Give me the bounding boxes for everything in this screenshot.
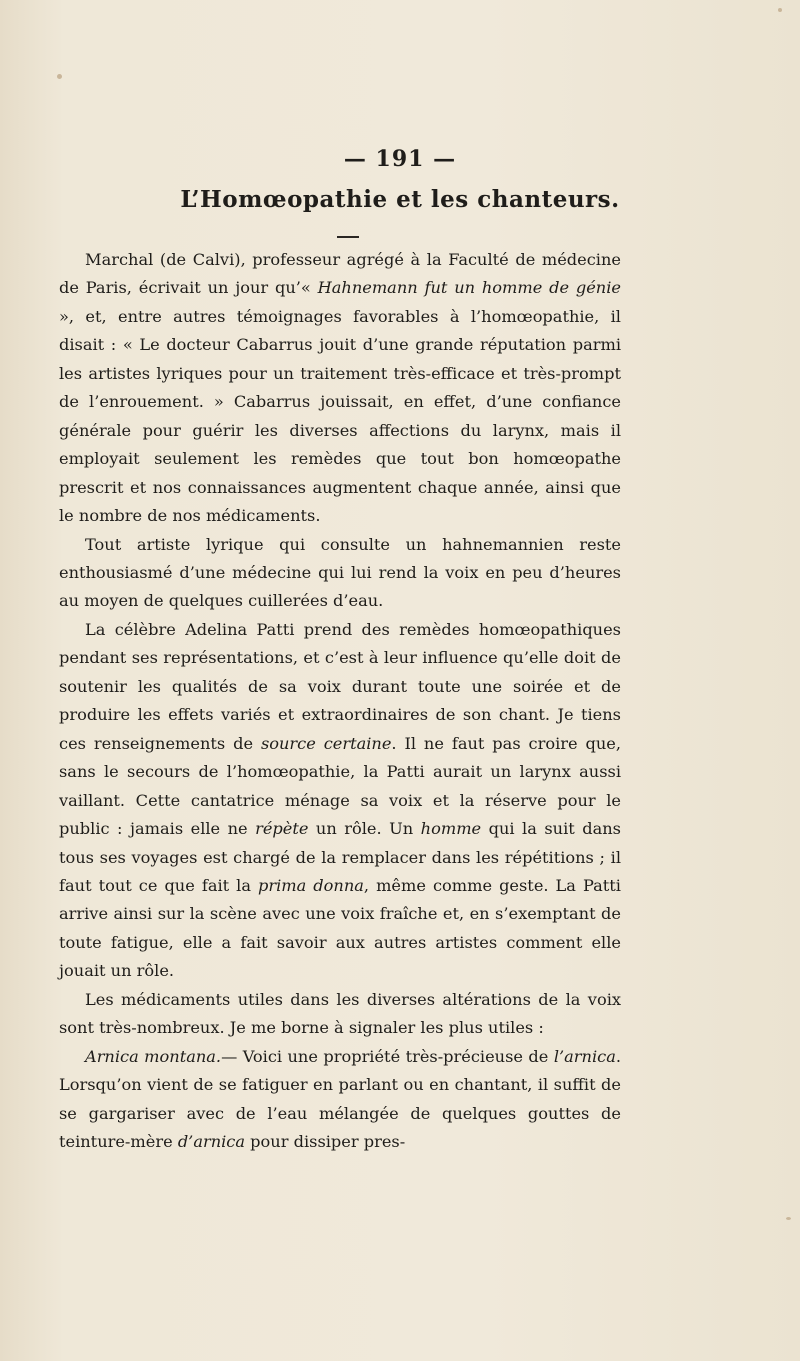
paper-speck bbox=[778, 8, 782, 12]
italic-text: répète bbox=[255, 819, 309, 839]
paper-speck bbox=[57, 74, 62, 79]
paragraph bbox=[59, 531, 621, 616]
italic-text: l’arnica bbox=[553, 1046, 616, 1066]
text-run: qui la suit dans tous ses voyages est chargé de la remplacer dans les répétitions ; il faut tout ce que fait la bbox=[59, 819, 621, 895]
page-number: — 191 — bbox=[343, 146, 457, 172]
text-run: Marchal (de Calvi), professeur agrégé à la Faculté de médecine de Paris, écrivait un jour qu’« bbox=[59, 250, 621, 298]
paragraph bbox=[59, 986, 621, 1043]
text-run: pour dissiper pres- bbox=[245, 1132, 406, 1152]
title-divider bbox=[337, 236, 359, 238]
text-run: Tout artiste lyrique qui consulte un hahnemannien reste enthousiasmé d’une médecine qui lui rend la voix en peu d’heures au moyen de quelques cuillerées d’eau. bbox=[59, 534, 621, 611]
text-run: La célèbre Adelina Patti prend des remèdes homœopathiques pendant ses représentations, et c’est à leur influence qu’elle doit de soutenir les qualités de sa voix durant toute une soirée et de produire les effets variés et extraordinaires de son chant. Je tiens ces renseignements de bbox=[59, 619, 621, 753]
paper-speck bbox=[786, 1217, 791, 1220]
italic-text: Arnica montana. bbox=[85, 1046, 222, 1066]
text-run: Les médicaments utiles dans les diverses altérations de la voix sont très-nombreux. Je me borne à signaler les plus utiles : bbox=[59, 989, 621, 1038]
italic-text: prima donna bbox=[258, 875, 364, 895]
paragraph bbox=[59, 1043, 621, 1157]
body-text bbox=[59, 246, 621, 1157]
italic-text: homme bbox=[420, 819, 482, 839]
text-run: », et, entre autres témoignages favorables à l’homœopathie, il disait : « Le docteur Cabarrus jouit d’une grande réputation parmi les artistes lyriques pour un traitement très-efficace et très-prompt de l’enrouement. » Cabarrus jouissait, en effet, d’une confiance générale pour guérir les diverses affections du larynx, mais il employait seulement les remèdes que tout bon homœopathe prescrit et nos connaissances augmentent chaque année, ainsi que le nombre de nos médicaments. bbox=[59, 306, 621, 526]
italic-text: source certaine bbox=[260, 733, 392, 753]
text-run: . Il ne faut pas croire que, sans le secours de l’homœopathie, la Patti aurait un larynx aussi vaillant. Cette cantatrice ménage sa voix et la réserve pour le public : jamais elle ne bbox=[59, 733, 621, 839]
paragraph bbox=[59, 616, 621, 986]
text-run: — Voici une propriété très-précieuse de bbox=[221, 1046, 554, 1066]
italic-text: Hahnemann fut un homme de génie bbox=[317, 278, 621, 298]
text-run: . Lorsqu’on vient de se fatiguer en parlant ou en chantant, il suffit de se gargariser avec de l’eau mélangée de quelques gouttes de teinture-mère bbox=[59, 1046, 621, 1152]
chapter-title: L’Homœopathie et les chanteurs. bbox=[180, 186, 620, 213]
italic-text: d’arnica bbox=[177, 1132, 246, 1152]
paragraph bbox=[59, 246, 621, 531]
text-run: , même comme geste. La Patti arrive ainsi sur la scène avec une voix fraîche et, en s’exemptant de toute fatigue, elle a fait savoir aux autres artistes comment elle jouait un rôle. bbox=[59, 875, 621, 981]
text-run: un rôle. Un bbox=[308, 819, 421, 839]
